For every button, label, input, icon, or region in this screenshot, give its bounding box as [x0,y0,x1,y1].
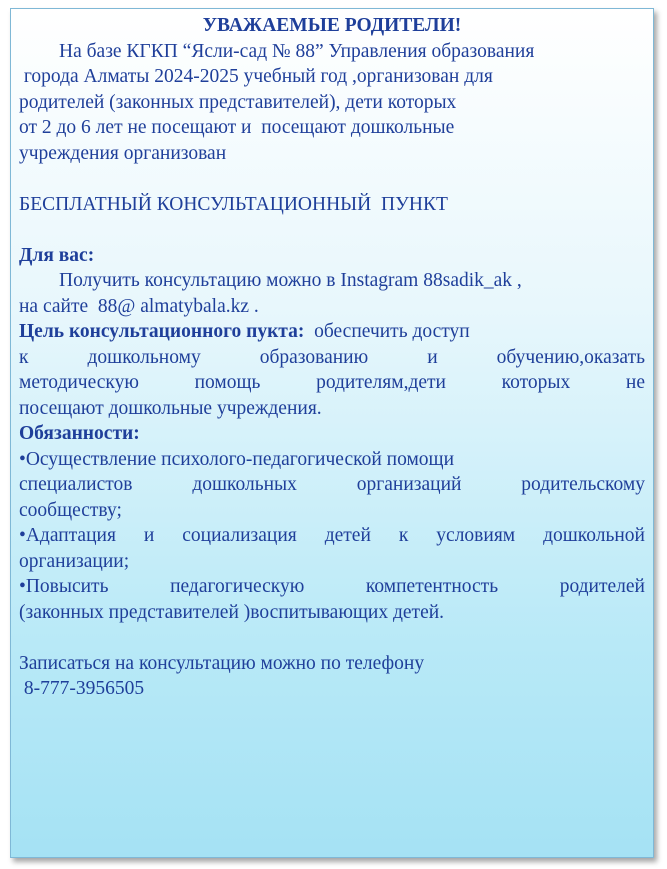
spacer [19,217,645,243]
intro-line-3: родителей (законных представителей), дети которых [19,91,457,113]
duty-1-line-3: сообществу; [19,499,122,521]
page-title: УВАЖАЕМЫЕ РОДИТЕЛИ! [202,15,462,36]
goal-heading: Цель консультационного пукта: [19,321,305,342]
intro-line-2: города Алматы 2024-2025 учебный год ,организован для [19,66,493,87]
duty-1-line-1: •Осуществление психолого-педагогической помощи [19,448,454,470]
duty-1-line-2: специалистов дошкольных организаций родительскому [19,474,645,495]
duty-3-line-2: (законных представителей )воспитывающих детей. [19,601,445,623]
phone-number: 8-777-3956505 [19,678,145,699]
goal-text-first: обеспечить доступ [304,321,470,342]
duty-2-line-2: организации; [19,550,130,572]
spacer [19,166,645,192]
duty-3-line-1: •Повысить педагогическую компетентность родителей [19,576,645,597]
spacer [19,625,645,651]
goal-first-line [19,319,645,345]
goal-line-3: методическую помощь родителям,дети которых не [19,372,645,393]
duty-2-line-1: •Адаптация и социализация детей к условиям дошкольной [19,525,645,546]
for-you-line-1: Получить консультацию можно в Instagram 88sadik_ak , [59,270,522,291]
signup-line: Записаться на консультацию можно по телефону [19,652,425,674]
intro-line-5: учреждения организован [19,142,227,164]
for-you-line-2: на сайте 88@ almatybala.kz . [19,295,259,317]
intro-line-1: На базе КГКП “Ясли-сад № 88” Управления образования [59,40,535,62]
announcement-poster [10,8,654,858]
goal-line-2: к дошкольному образованию и обучению,оказать [19,346,645,368]
duties-heading: Обязанности: [19,423,140,444]
for-you-heading: Для вас: [19,244,95,266]
headline: БЕСПЛАТНЫЙ КОНСУЛЬТАЦИОННЫЙ ПУНКТ [19,193,448,215]
intro-line-4: от 2 до 6 лет не посещают и посещают дошкольные [19,117,455,138]
goal-line-4: посещают дошкольные учреждения. [19,397,322,419]
